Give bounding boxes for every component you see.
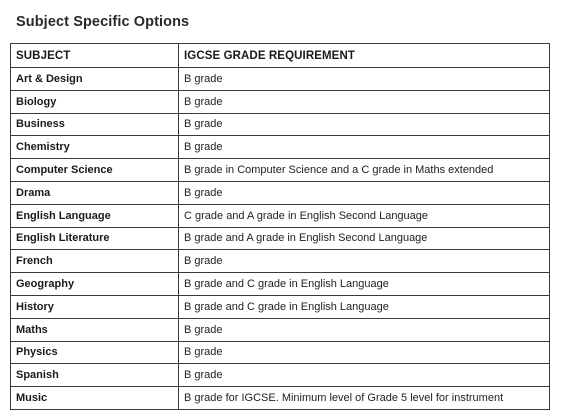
subject-cell: English Language	[11, 204, 179, 227]
requirement-cell: B grade	[179, 113, 550, 136]
table-row	[11, 227, 550, 250]
table-row	[11, 159, 550, 182]
requirement-cell: B grade	[179, 90, 550, 113]
subject-cell: Chemistry	[11, 136, 179, 159]
subject-cell: Drama	[11, 181, 179, 204]
requirement-cell: C grade and A grade in English Second Language	[179, 204, 550, 227]
section-title: Subject Specific Options	[16, 14, 190, 30]
subject-cell: Business	[11, 113, 179, 136]
table-row	[11, 364, 550, 387]
requirement-cell: B grade	[179, 341, 550, 364]
table-row	[11, 273, 550, 296]
requirement-cell: B grade	[179, 136, 550, 159]
table-row	[11, 341, 550, 364]
requirement-cell: B grade and C grade in English Language	[179, 295, 550, 318]
requirement-cell: B grade	[179, 250, 550, 273]
table-row	[11, 204, 550, 227]
requirement-cell: B grade in Computer Science and a C grade in Maths extended	[179, 159, 550, 182]
subject-cell: French	[11, 250, 179, 273]
subject-cell: Music	[11, 387, 179, 410]
table-row	[11, 250, 550, 273]
table-row	[11, 295, 550, 318]
table-row	[11, 113, 550, 136]
subject-cell: Spanish	[11, 364, 179, 387]
subject-cell: Geography	[11, 273, 179, 296]
subject-cell: Computer Science	[11, 159, 179, 182]
column-header-subject: SUBJECT	[11, 44, 179, 68]
table-header-row	[11, 44, 550, 68]
subject-cell: Physics	[11, 341, 179, 364]
table-row	[11, 90, 550, 113]
requirement-cell: B grade	[179, 68, 550, 91]
requirement-cell: B grade and C grade in English Language	[179, 273, 550, 296]
grade-requirements-table	[10, 43, 550, 410]
table-row	[11, 318, 550, 341]
subject-cell: History	[11, 295, 179, 318]
requirement-cell: B grade	[179, 364, 550, 387]
requirement-cell: B grade	[179, 181, 550, 204]
cut-off-text-line	[0, 0, 563, 4]
requirement-cell: B grade	[179, 318, 550, 341]
table-row	[11, 136, 550, 159]
requirement-cell: B grade for IGCSE. Minimum level of Grade 5 level for instrument	[179, 387, 550, 410]
column-header-requirement: IGCSE GRADE REQUIREMENT	[179, 44, 550, 68]
subject-cell: English Literature	[11, 227, 179, 250]
subject-cell: Art & Design	[11, 68, 179, 91]
table-row	[11, 68, 550, 91]
requirement-cell: B grade and A grade in English Second Language	[179, 227, 550, 250]
table-row	[11, 387, 550, 410]
subject-cell: Maths	[11, 318, 179, 341]
table-row	[11, 181, 550, 204]
subject-cell: Biology	[11, 90, 179, 113]
